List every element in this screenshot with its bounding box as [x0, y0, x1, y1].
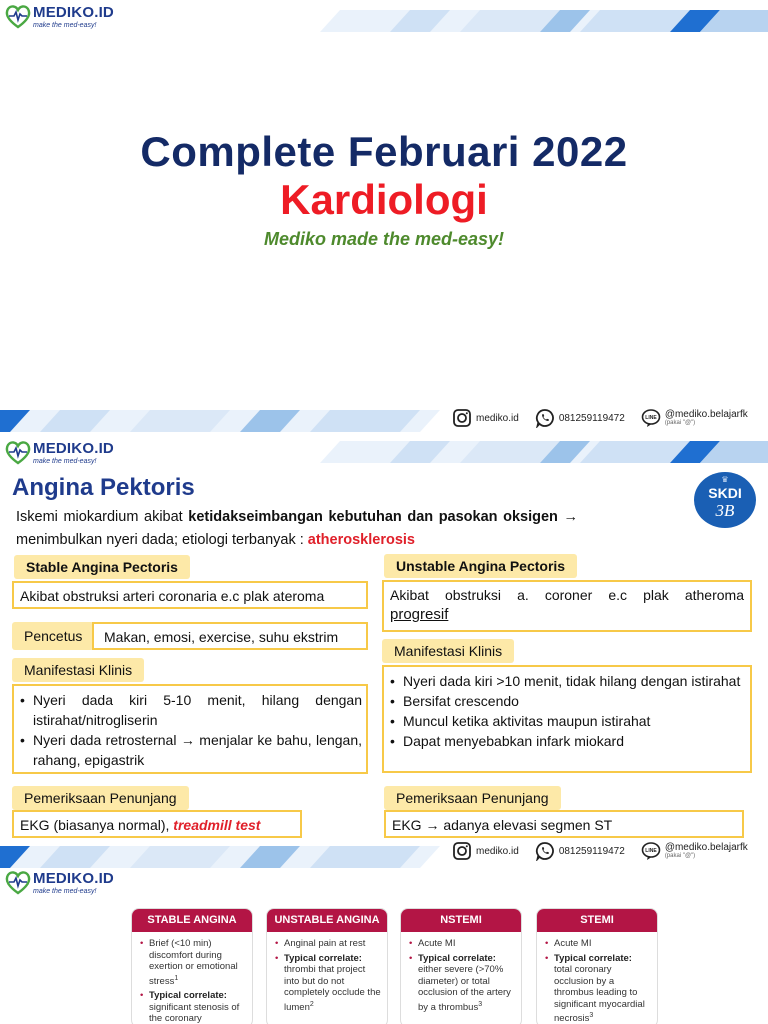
stable-exam-label: Pemeriksaan Penunjang [12, 786, 189, 810]
card-header: STEMI [537, 909, 657, 932]
item-text: Anginal pain at rest [284, 938, 366, 949]
contact-bar [452, 841, 748, 861]
whatsapp-contact[interactable] [535, 841, 625, 861]
unstable-angina-card [266, 908, 388, 1024]
list-item: • Bersifat crescendo [390, 691, 746, 711]
instagram-icon [452, 408, 472, 428]
list-item: • Nyeri dada retrosternal → menjalar ke bahu, lengan, rahang, epigastrik [20, 730, 362, 770]
line-contact[interactable] [641, 408, 748, 428]
instagram-contact[interactable] [452, 408, 519, 428]
cover-topic: Kardiologi [280, 176, 488, 223]
list-item [140, 938, 246, 987]
item-text: significant stenosis of the coronary [149, 1001, 240, 1024]
brand-tagline: make the med-easy! [33, 22, 97, 29]
banner-stripes-graphic [0, 441, 768, 463]
unstable-manifest-box [382, 665, 752, 773]
list-item [409, 953, 515, 1014]
whatsapp-icon [535, 841, 555, 861]
line-note: (pakai "@") [664, 853, 696, 859]
list-item: • Nyeri dada kiri 5-10 menit, hilang dengan istirahat/nitrogliserin [20, 690, 362, 730]
top-banner-strip [0, 441, 768, 463]
list-item [140, 990, 246, 1024]
footnote-ref: 2 [309, 1000, 314, 1008]
whatsapp-contact[interactable] [535, 408, 625, 428]
cover-subtitle: Mediko made the med-easy! [263, 229, 505, 249]
skdi-level: 3B [715, 501, 735, 520]
definition-part: menimbulkan nyeri dada; etiologi terbanyak : [16, 532, 308, 548]
footnote-ref: 3 [589, 1012, 594, 1019]
item-label: Typical correlate: [284, 952, 362, 964]
brand-logo [4, 868, 114, 896]
list-item [409, 938, 515, 950]
line-note: (pakai "@") [664, 420, 696, 426]
brand-name: MEDIKO.ID [33, 870, 114, 887]
line-handle: @mediko.belajarfk [664, 842, 748, 853]
definition-part: Iskemi miokardium akibat [16, 509, 189, 525]
brand-name: MEDIKO.ID [33, 440, 114, 457]
list-item: • Muncul ketika aktivitas maupun istirahat [390, 711, 746, 731]
unstable-manifest-label: Manifestasi Klinis [382, 639, 514, 663]
nstemi-card [400, 908, 522, 1024]
whatsapp-icon [535, 408, 555, 428]
acs-comparison-slide [0, 868, 768, 1024]
line-app-icon [641, 841, 661, 861]
unstable-header: Unstable Angina Pectoris [384, 554, 577, 578]
item-text: Acute MI [418, 938, 456, 949]
item-text: thrombi that project into but do not completely occlude the lumen [284, 964, 381, 1013]
svg-text:LINE: LINE [645, 848, 657, 854]
top-banner-strip [0, 10, 768, 32]
footnote-ref: 1 [174, 974, 179, 982]
stable-manifest-box [12, 684, 368, 774]
list-item [275, 938, 381, 950]
list-item: • Dapat menyebabkan infark miokard [390, 731, 746, 751]
list-item [275, 953, 381, 1014]
crown-icon: ♛ [721, 475, 729, 484]
cover-title: Complete Februari 2022 [140, 128, 628, 175]
unstable-exam-label: Pemeriksaan Penunjang [384, 786, 561, 810]
treadmill-highlight: treadmill test [173, 817, 261, 833]
stemi-card [536, 908, 658, 1024]
heartbeat-logo-icon [4, 868, 32, 896]
instagram-contact[interactable] [452, 841, 519, 861]
whatsapp-number: 081259119472 [558, 845, 625, 857]
brand-tagline: make the med-easy! [33, 458, 97, 465]
line-app-icon [641, 408, 661, 428]
instagram-icon [452, 841, 472, 861]
stable-exam-text: EKG (biasanya normal), [20, 817, 174, 833]
stable-manifest-label: Manifestasi Klinis [12, 658, 144, 682]
instagram-handle: mediko.id [476, 412, 519, 424]
brand-name: MEDIKO.ID [33, 4, 114, 21]
line-contact[interactable] [641, 841, 748, 861]
list-item [545, 938, 651, 950]
stable-trigger-label: Pencetus [12, 622, 94, 650]
brand-tagline: make the med-easy! [33, 888, 97, 895]
unstable-cause-progressive: progresif [390, 606, 449, 623]
stable-header: Stable Angina Pectoris [14, 555, 190, 579]
item-label: Typical correlate: [554, 952, 632, 964]
etiology-highlight: atherosklerosis [307, 532, 415, 548]
card-header: STABLE ANGINA [132, 909, 252, 932]
unstable-exam-box [384, 810, 744, 838]
arrow-icon: → [557, 509, 579, 525]
item-label: Typical correlate: [418, 952, 496, 964]
whatsapp-number: 081259119472 [558, 412, 625, 424]
card-header: UNSTABLE ANGINA [267, 909, 387, 932]
stable-trigger: Makan, emosi, exercise, suhu ekstrim [104, 629, 339, 645]
cover-slide [0, 0, 768, 432]
unstable-exam-text: EKG → adanya elevasi segmen ST [392, 817, 613, 833]
definition-text [16, 506, 578, 552]
skdi-label: SKDI [708, 485, 742, 501]
stable-cause: Akibat obstruksi arteri coronaria e.c plak ateroma [20, 588, 325, 604]
list-item: • Nyeri dada kiri >10 menit, tidak hilang dengan istirahat [390, 671, 746, 691]
svg-text:LINE: LINE [645, 415, 657, 421]
footnote-ref: 3 [478, 1000, 483, 1008]
item-text: Brief (<10 min) discomfort during exertion or emotional stress [149, 938, 238, 987]
item-label: Typical correlate: [149, 990, 227, 1002]
skdi-badge [694, 472, 756, 528]
item-text: Acute MI [554, 938, 592, 949]
stable-trigger-box [92, 622, 368, 650]
item-text: total coronary occlusion by a thrombus leading to significant myocardial necrosis [554, 964, 645, 1024]
contact-bar [452, 408, 748, 428]
unstable-cause-box [382, 580, 752, 632]
unstable-cause: Akibat obstruksi a. coroner e.c plak atheroma [390, 587, 744, 603]
line-handle: @mediko.belajarfk [664, 409, 748, 420]
stable-cause-box [12, 581, 368, 609]
banner-stripes-graphic [0, 10, 768, 32]
instagram-handle: mediko.id [476, 845, 519, 857]
stable-exam-box [12, 810, 302, 838]
stable-angina-card [131, 908, 253, 1024]
list-item [545, 953, 651, 1024]
slide-title: Angina Pektoris [12, 474, 195, 501]
angina-slide [0, 436, 768, 868]
definition-bold: ketidakseimbangan kebutuhan dan pasokan oksigen [188, 509, 558, 525]
card-header: NSTEMI [401, 909, 521, 932]
item-text: either severe (>70% diameter) or total occlusion of the artery by a thrombus [418, 964, 511, 1013]
